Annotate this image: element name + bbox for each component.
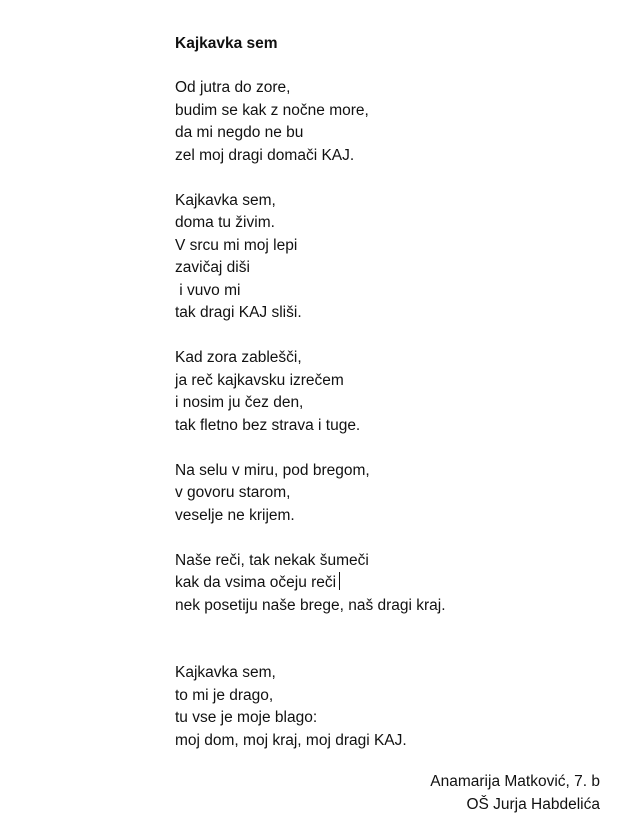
stanza-6 <box>175 662 595 752</box>
poem-body <box>175 77 595 775</box>
poem-line: veselje ne krijem. <box>175 506 295 524</box>
poem-line: nek posetiju naše brege, naš dragi kraj. <box>175 596 446 614</box>
poem-line: tu vse je moje blago: <box>175 709 318 726</box>
poem-line: tak fletno bez strava i tuge. <box>175 416 361 434</box>
poem-line: doma tu živim. <box>175 214 275 231</box>
poem-line: Kajkavka sem, <box>175 664 276 681</box>
poem-line: tak dragi KAJ sliši. <box>175 304 302 321</box>
poem-line: Od jutra do zore, <box>175 79 291 96</box>
poem-line: ja reč kajkavsku izrečem <box>175 371 344 389</box>
author-line: Anamarija Matković, 7. b <box>430 773 600 790</box>
stanza-4 <box>175 460 595 528</box>
poem-line: Naše reči, tak nekak šumeči <box>175 551 369 569</box>
poem-line: Na selu v miru, pod bregom, <box>175 461 370 479</box>
poem-line: zel moj dragi domači KAJ. <box>175 146 355 164</box>
poem-line: i nosim ju čez den, <box>175 394 304 411</box>
stanza-1 <box>175 77 595 167</box>
stanza-3 <box>175 347 595 437</box>
poem-line: budim se kak z nočne more, <box>175 101 369 119</box>
poem-line: i vuvo mi <box>175 281 241 299</box>
poem-line: v govoru starom, <box>175 484 291 501</box>
text-cursor <box>339 572 340 590</box>
poem-line-text: kak da vsima očeju reči <box>175 574 337 591</box>
poem-line: da mi negdo ne bu <box>175 124 304 141</box>
poem-line-with-cursor[interactable] <box>175 572 595 595</box>
stanza-2 <box>175 190 595 325</box>
poem-line: moj dom, moj kraj, moj dragi KAJ. <box>175 731 407 749</box>
poem-line: Kad zora zablešči, <box>175 349 302 366</box>
stanza-5 <box>175 550 595 618</box>
poem-line: to mi je drago, <box>175 686 274 704</box>
poem-line: Kajkavka sem, <box>175 191 276 209</box>
poem-line: zavičaj diši <box>175 259 250 276</box>
signature-block <box>430 771 600 816</box>
school-line: OŠ Jurja Habdelića <box>466 795 600 813</box>
poem-title: Kajkavka sem <box>175 35 278 52</box>
poem-line: V srcu mi moj lepi <box>175 236 298 254</box>
